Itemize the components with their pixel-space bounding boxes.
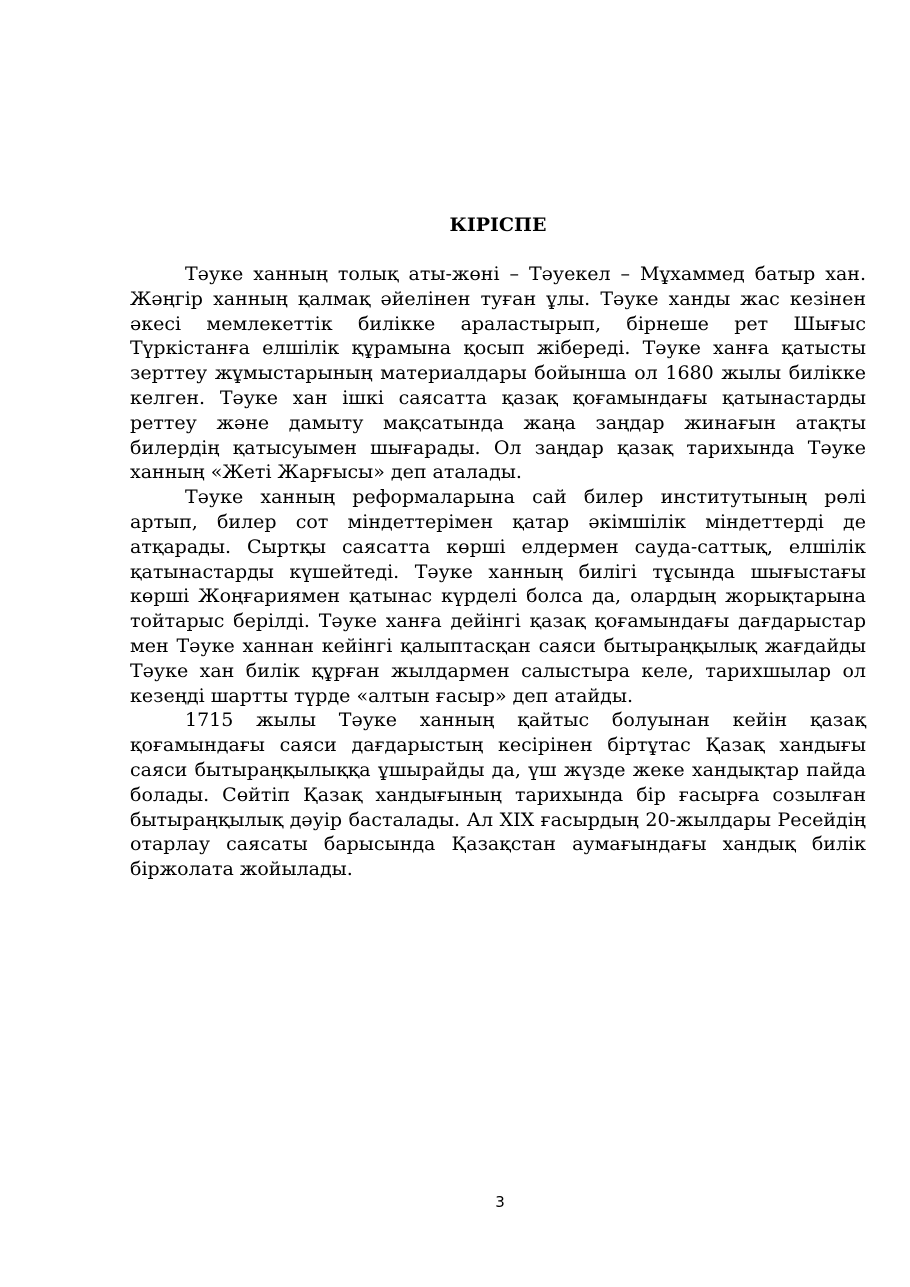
- paragraph-1: Тәуке ханның толық аты-жөні – Тәуекел – Мұхаммед батыр хан. Жәңгір ханның қалмақ әйелінен туған ұлы. Тәуке ханды жас кезінен әкесі мемлекеттік билікке араластырып, бірнеше рет Шығыс Түркістанға елшілік құрамына қосып жібереді. Тәуке ханға қатысты зерттеу жұмыстарының материалдары бойынша ол 1680 жылы билікке келген. Тәуке хан ішкі саясатта қазақ қоғамындағы қатынастарды реттеу және дамыту мақсатында жаңа заңдар жинағын атақты билердің қатысуымен шығарады. Ол заңдар қазақ тарихында Тәуке ханның «Жеті Жарғысы» деп аталады.: [130, 263, 866, 484]
- body-text: [130, 262, 866, 882]
- paragraph-3: 1715 жылы Тәуке ханның қайтыс болуынан кейін қазақ қоғамындағы саяси дағдарыстың кесірінен біртұтас Қазақ хандығы саяси бытыраңқылыққа ұшырайды да, үш жүзде жеке хандықтар пайда болады. Сөйтіп Қазақ хандығының тарихында бір ғасырға созылған бытыраңқылық дәуір басталады. Ал XIX ғасырдың 20-жылдары Ресейдің отарлау саясаты барысында Қазақстан аумағындағы хандық билік біржолата жойылады.: [130, 709, 866, 881]
- section-heading: КІРІСПЕ: [449, 214, 547, 236]
- paragraph-2: Тәуке ханның реформаларына сай билер институтының рөлі артып, билер сот міндеттерімен қатар әкімшілік міндеттерді де атқарады. Сыртқы саясатта көрші елдермен сауда-саттық, елшілік қатынастарды күшейтеді. Тәуке ханның билігі тұсында шығыстағы көрші Жоңғариямен қатынас күрделі болса да, олардың жорықтарына тойтарыс берілді. Тәуке ханға дейінгі қазақ қоғамындағы дағдарыстар мен Тәуке ханнан кейінгі қалыптасқан саяси бытыраңқылық жағдайды Тәуке хан билік құрған жылдармен салыстыра келе, тарихшылар ол кезеңді шартты түрде «алтын ғасыр» деп атайды.: [130, 486, 866, 707]
- page-number: 3: [495, 1193, 505, 1211]
